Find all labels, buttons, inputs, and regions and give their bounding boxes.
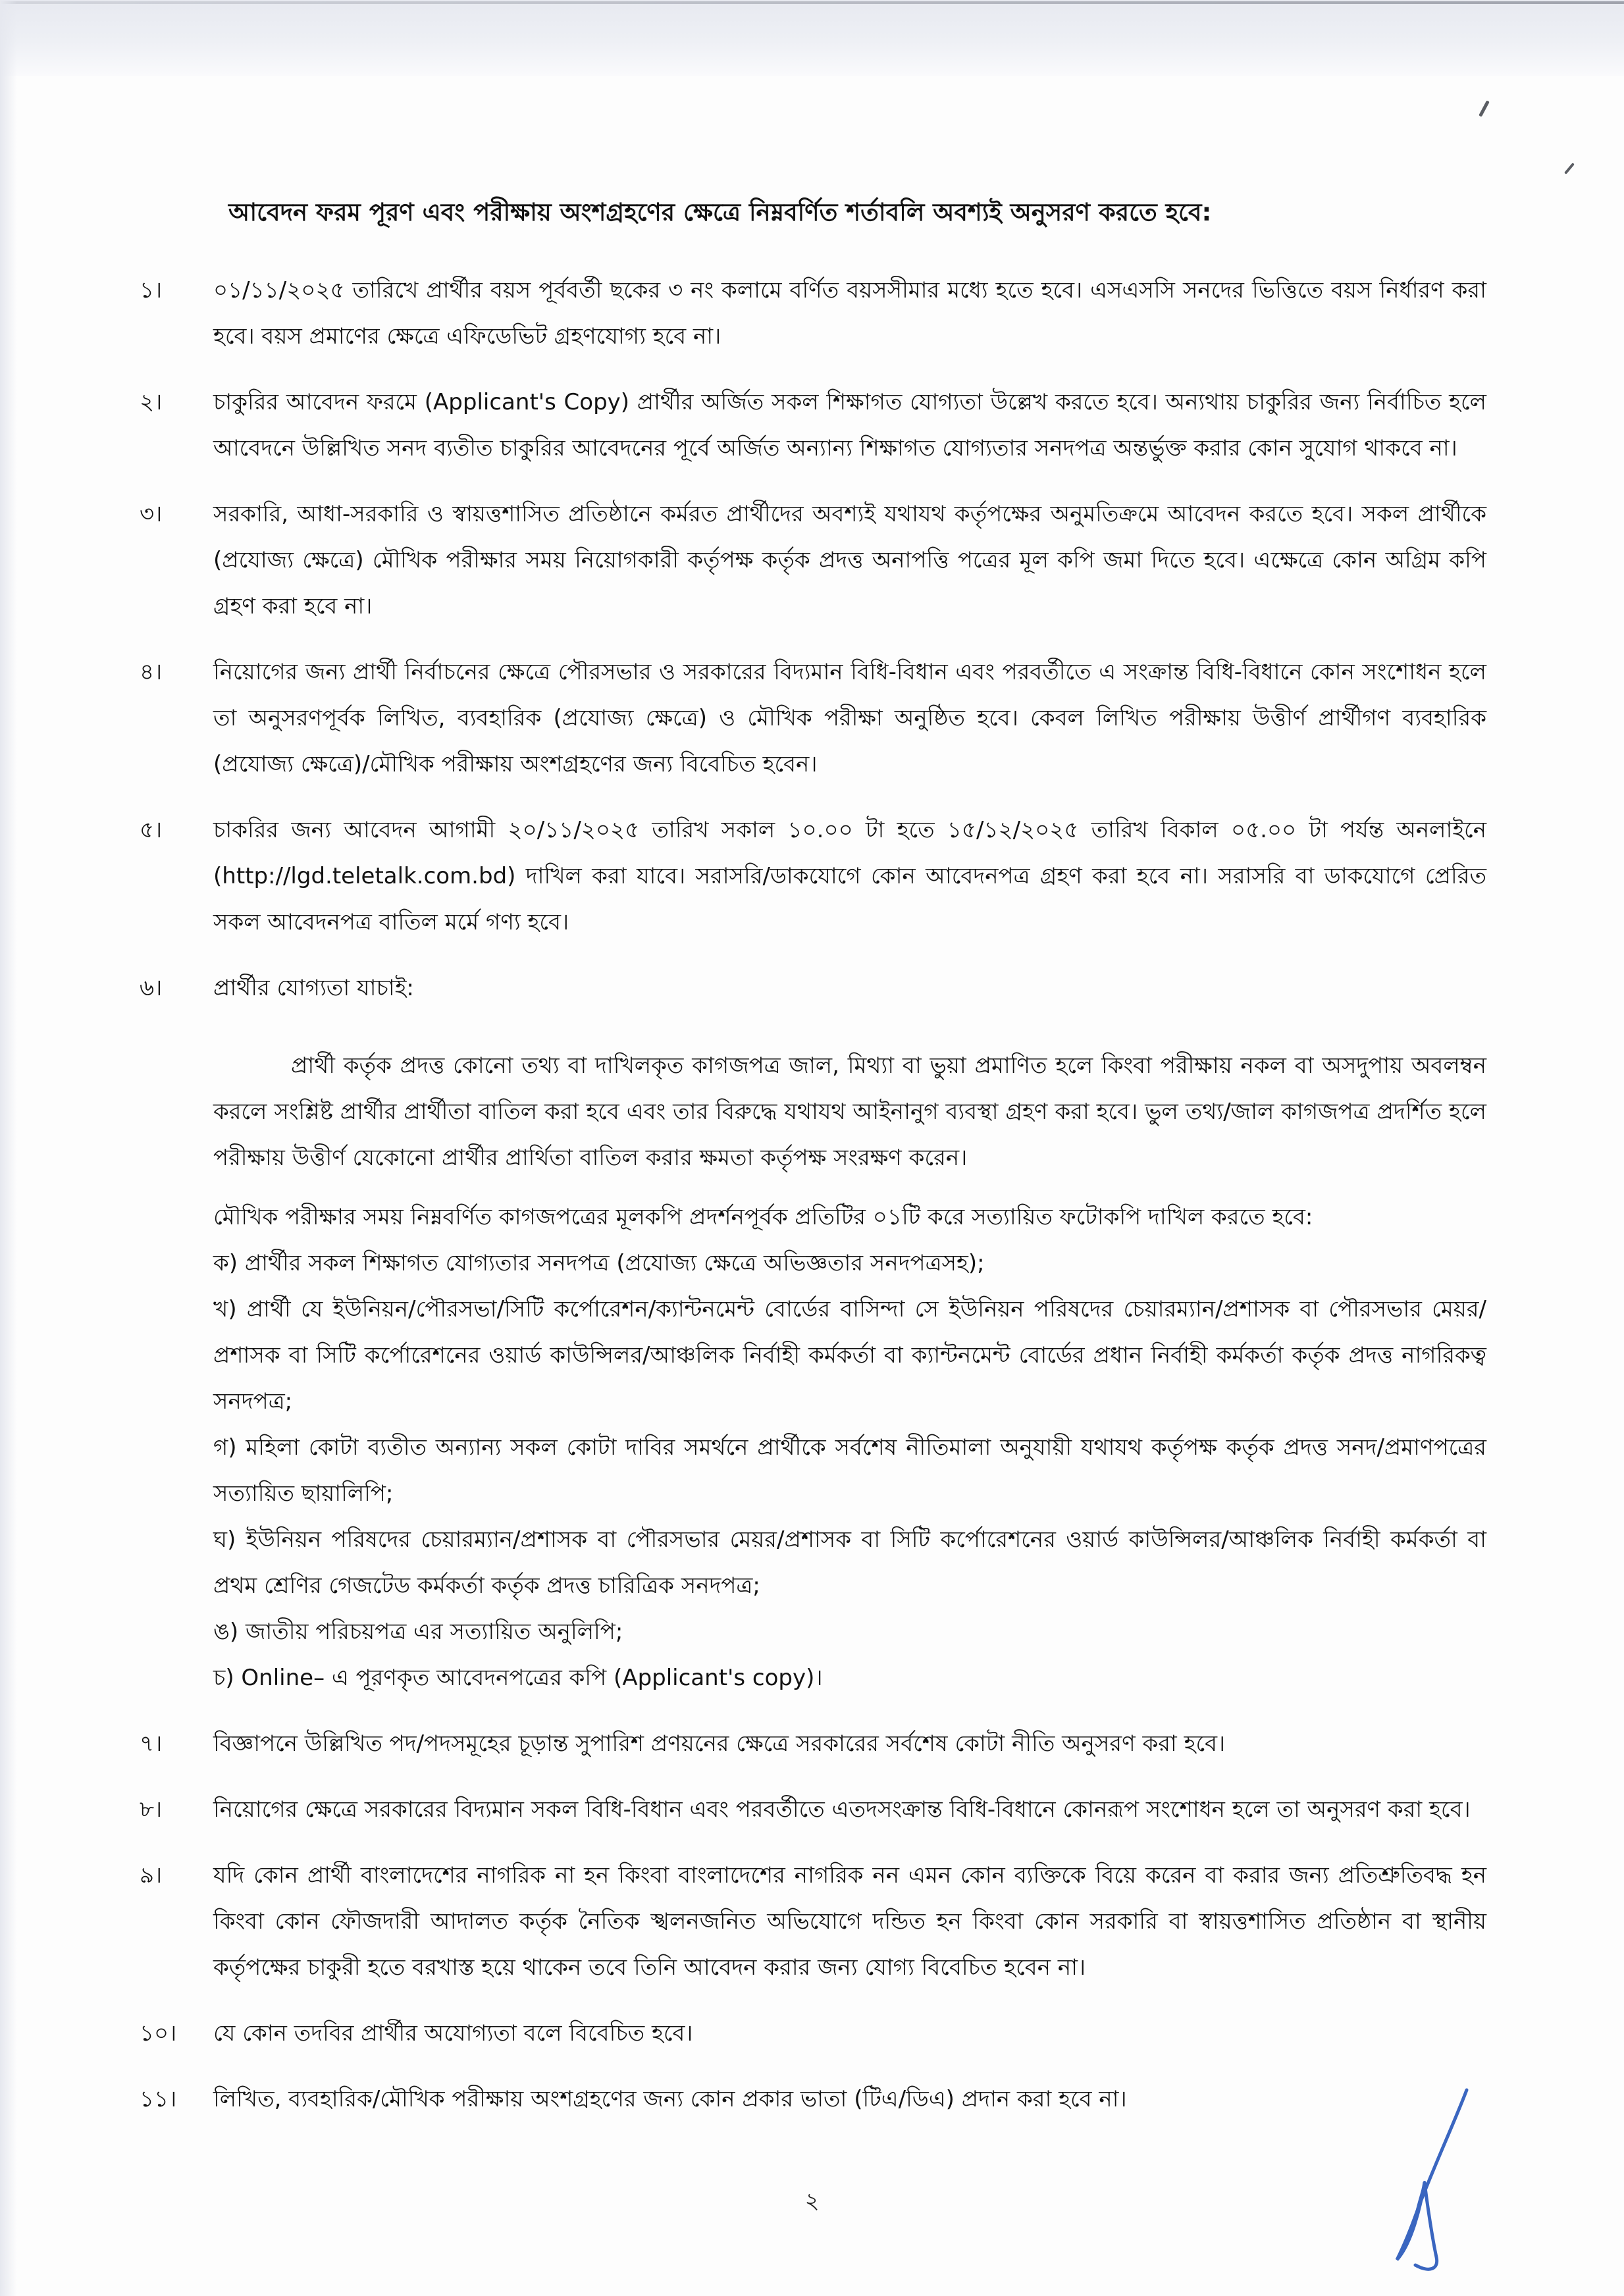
- item-number: ১।: [140, 277, 163, 303]
- item-number: ১১।: [140, 2086, 177, 2112]
- list-item-2: [140, 379, 1486, 471]
- pen-speck-mark: [1479, 100, 1490, 117]
- item-number: ৫।: [140, 817, 163, 843]
- scan-edge-top: [0, 0, 1624, 76]
- item-text: নিয়োগের ক্ষেত্রে সরকারের বিদ্যমান সকল বিধি-বিধান এবং পরবর্তীতে এতদসংক্রান্ত বিধি-বিধানে কোনরূপ সংশোধন হলে তা অনুসরণ করা হবে।: [213, 1796, 1471, 1823]
- list-item-3: [140, 491, 1486, 629]
- required-documents-list: [213, 1240, 1486, 1701]
- item-text: বিজ্ঞাপনে উল্লিখিত পদ/পদসমূহের চূড়ান্ত সুপারিশ প্রণয়নের ক্ষেত্রে সরকারের সর্বশেষ কোটা নীতি অনুসরণ করা হবে।: [213, 1731, 1226, 1757]
- document-list-entry-uma: ঙ) জাতীয় পরিচয়পত্র এর সত্যায়িত অনুলিপি;: [213, 1619, 623, 1645]
- list-item-4: [140, 649, 1486, 787]
- list-item-6: [140, 965, 1486, 1701]
- scan-edge-top-line: [0, 1, 1624, 4]
- item-number: ১০।: [140, 2020, 177, 2047]
- list-item-5: [140, 807, 1486, 945]
- item-text: নিয়োগের জন্য প্রার্থী নির্বাচনের ক্ষেত্রে পৌরসভার ও সরকারের বিদ্যমান বিধি-বিধান এবং পরবর্তীতে এ সংক্রান্ত বিধি-বিধানে কোন সংশোধন হলে তা অনুসরণপূর্বক লিখিত, ব্যবহারিক (প্রযোজ্য ক্ষেত্রে) ও মৌখিক পরীক্ষা অনুষ্ঠিত হবে। কেবল লিখিত পরীক্ষায় উত্তীর্ণ প্রার্থীগণ ব্যবহারিক (প্রযোজ্য ক্ষেত্রে)/মৌখিক পরীক্ষায় অংশগ্রহণের জন্য বিবেচিত হবেন।: [213, 659, 1486, 777]
- scan-edge-left: [0, 0, 17, 2296]
- item-text: লিখিত, ব্যবহারিক/মৌখিক পরীক্ষায় অংশগ্রহণের জন্য কোন প্রকার ভাতা (টিএ/ডিএ) প্রদান করা হবে না।: [213, 2086, 1127, 2112]
- item-text: যদি কোন প্রার্থী বাংলাদেশের নাগরিক না হন কিংবা বাংলাদেশের নাগরিক নন এমন কোন ব্যক্তিকে বিয়ে করেন বা করার জন্য প্রতিশ্রুতিবদ্ধ হন কিংবা কোন ফৌজদারী আদালত কর্তৃক নৈতিক স্খলনজনিত অভিযোগে দন্ডিত হন কিংবা কোন সরকারি বা স্বায়ত্তশাসিত প্রতিষ্ঠান বা স্থানীয় কর্তৃপক্ষের চাকুরী হতে বরখাস্ত হয়ে থাকেন তবে তিনি আবেদন করার জন্য যোগ্য বিবেচিত হবেন না।: [213, 1862, 1486, 1981]
- item-number: ২।: [140, 389, 163, 415]
- document-list-entry-gha: ঘ) ইউনিয়ন পরিষদের চেয়ারম্যান/প্রশাসক বা পৌরসভার মেয়র/প্রশাসক বা সিটি কর্পোরেশনের ওয়ার্ড কাউন্সিলর/আঞ্চলিক নির্বাহী কর্মকর্তা বা প্রথম শ্রেণির গেজটেড কর্মকর্তা কর্তৃক প্রদত্ত চারিত্রিক সনদপত্র;: [213, 1526, 1486, 1599]
- item-number: ৩।: [140, 501, 163, 527]
- item-text: সরকারি, আধা-সরকারি ও স্বায়ত্তশাসিত প্রতিষ্ঠানে কর্মরত প্রার্থীদের অবশ্যই যথাযথ কর্তৃপক্ষের অনুমতিক্রমে আবেদন করতে হবে। সকল প্রার্থীকে (প্রযোজ্য ক্ষেত্রে) মৌখিক পরীক্ষার সময় নিয়োগকারী কর্তৃপক্ষ কর্তৃক প্রদত্ত অনাপত্তি পত্রের মূল কপি জমা দিতে হবে। এক্ষেত্রে কোন অগ্রিম কপি গ্রহণ করা হবে না।: [213, 501, 1486, 619]
- document-body: [140, 190, 1486, 2142]
- item-text: প্রার্থীর যোগ্যতা যাচাই:: [213, 975, 414, 1001]
- item-text: চাকুরির আবেদন ফরমে (Applicant's Copy) প্রার্থীর অর্জিত সকল শিক্ষাগত যোগ্যতা উল্লেখ করতে হবে। অন্যথায় চাকুরির জন্য নির্বাচিত হলে আবেদনে উল্লিখিত সনদ ব্যতীত চাকুরির আবেদনের পূর্বে অর্জিত অন্যান্য শিক্ষাগত যোগ্যতার সনদপত্র অন্তর্ভুক্ত করার কোন সুযোগ থাকবে না।: [213, 389, 1486, 461]
- item-text: ০১/১১/২০২৫ তারিখে প্রার্থীর বয়স পূর্ববর্তী ছকের ৩ নং কলামে বর্ণিত বয়সসীমার মধ্যে হতে হবে। এসএসসি সনদের ভিত্তিতে বয়স নির্ধারণ করা হবে। বয়স প্রমাণের ক্ষেত্রে এফিডেভিট গ্রহণযোগ্য হবে না।: [213, 277, 1486, 350]
- signature-mark: [1356, 2083, 1494, 2281]
- list-item-11: [140, 2076, 1486, 2122]
- list-item-1: [140, 267, 1486, 359]
- document-list-entry-kha: খ) প্রার্থী যে ইউনিয়ন/পৌরসভা/সিটি কর্পোরেশন/ক্যান্টনমেন্ট বোর্ডের বাসিন্দা সে ইউনিয়ন পরিষদের চেয়ারম্যান/প্রশাসক বা পৌরসভার মেয়র/প্রশাসক বা সিটি কর্পোরেশনের ওয়ার্ড কাউন্সিলর/আঞ্চলিক নির্বাহী কর্মকর্তা বা ক্যান্টনমেন্ট বোর্ডের প্রধান নির্বাহী কর্মকর্তা কর্তৃক প্রদত্ত নাগরিকত্ব সনদপত্র;: [213, 1296, 1486, 1415]
- item-number: ৯।: [140, 1862, 163, 1889]
- page-number: ২: [804, 2188, 820, 2214]
- item-text: যে কোন তদবির প্রার্থীর অযোগ্যতা বলে বিবেচিত হবে।: [213, 2020, 693, 2047]
- list-item-9: [140, 1852, 1486, 1991]
- item-number: ৮।: [140, 1796, 163, 1823]
- list-item-10: [140, 2010, 1486, 2056]
- list-item-7: [140, 1721, 1486, 1767]
- item-text: চাকরির জন্য আবেদন আগামী ২০/১১/২০২৫ তারিখ সকাল ১০.০০ টা হতে ১৫/১২/২০২৫ তারিখ বিকাল ০৫.০০ টা পর্যন্ত অনলাইনে (http://lgd.teletalk.com.bd) দাখিল করা যাবে। সরাসরি/ডাকযোগে কোন আবেদনপত্র গ্রহণ করা হবে না। সরাসরি বা ডাকযোগে প্রেরিত সকল আবেদনপত্র বাতিল মর্মে গণ্য হবে।: [213, 817, 1486, 935]
- document-list-entry-cha: চ) Online– এ পূরণকৃত আবেদনপত্রের কপি (Applicant's copy)।: [213, 1665, 823, 1691]
- document-title: আবেদন ফরম পূরণ এবং পরীক্ষায় অংশগ্রহণের ক্ষেত্রে নিম্নবর্ণিত শর্তাবলি অবশ্যই অনুসরণ করতে হবে:: [228, 198, 1212, 226]
- document-list-entry-ga: গ) মহিলা কোটা ব্যতীত অন্যান্য সকল কোটা দাবির সমর্থনে প্রার্থীকে সর্বশেষ নীতিমালা অনুযায়ী যথাযথ কর্তৃপক্ষ কর্তৃক প্রদত্ত সনদ/প্রমাণপত্রের সত্যায়িত ছায়ালিপি;: [213, 1434, 1486, 1507]
- item-number: ৭।: [140, 1731, 163, 1757]
- document-list-entry-ka: ক) প্রার্থীর সকল শিক্ষাগত যোগ্যতার সনদপত্র (প্রযোজ্য ক্ষেত্রে অভিজ্ঞতার সনদপত্রসহ);: [213, 1250, 985, 1276]
- item-6-paragraph-2: মৌখিক পরীক্ষার সময় নিম্নবর্ণিত কাগজপত্রের মূলকপি প্রদর্শনপূর্বক প্রতিটির ০১টি করে সত্যায়িত ফটোকপি দাখিল করতে হবে:: [213, 1204, 1313, 1230]
- pen-speck-mark: [1564, 163, 1575, 174]
- item-number: ৪।: [140, 659, 163, 685]
- list-item-8: [140, 1787, 1486, 1833]
- item-number: ৬।: [140, 975, 163, 1001]
- item-6-paragraph-1: প্রার্থী কর্তৃক প্রদত্ত কোনো তথ্য বা দাখিলকৃত কাগজপত্র জাল, মিথ্যা বা ভুয়া প্রমাণিত হলে কিংবা পরীক্ষায় নকল বা অসদুপায় অবলম্বন করলে সংশ্লিষ্ট প্রার্থীর প্রার্থীতা বাতিল করা হবে এবং তার বিরুদ্ধে যথাযথ আইনানুগ ব্যবস্থা গ্রহণ করা হবে। ভুল তথ্য/জাল কাগজপত্র প্রদর্শিত হলে পরীক্ষায় উত্তীর্ণ যেকোনো প্রার্থীর প্রার্থিতা বাতিল করার ক্ষমতা কর্তৃপক্ষ সংরক্ষণ করেন।: [213, 1053, 1486, 1171]
